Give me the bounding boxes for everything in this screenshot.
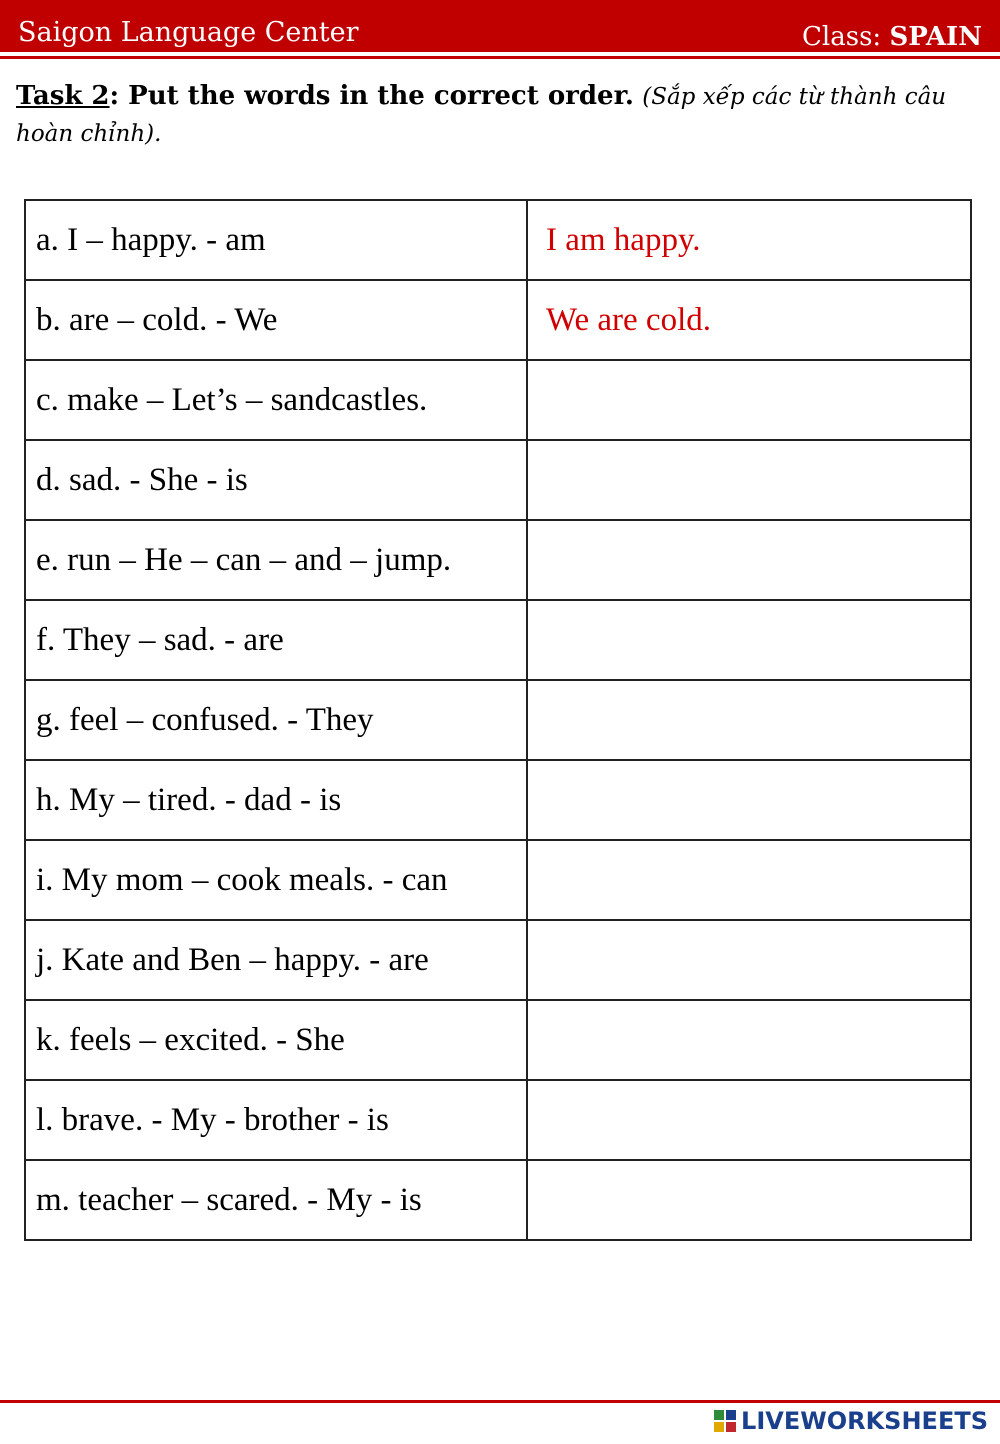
- prompt-cell: l. brave. - My - brother - is: [25, 1080, 527, 1160]
- table-row: [25, 1160, 971, 1240]
- center-name: Saigon Language Center: [18, 17, 359, 48]
- table-row: [25, 440, 971, 520]
- answer-cell[interactable]: [527, 680, 971, 760]
- liveworksheets-logo-icon: [714, 1410, 736, 1432]
- answer-cell[interactable]: I am happy.: [527, 200, 971, 280]
- table-row: [25, 360, 971, 440]
- prompt-cell: i. My mom – cook meals. - can: [25, 840, 527, 920]
- answer-cell[interactable]: [527, 760, 971, 840]
- table-row: [25, 1000, 971, 1080]
- exercise-table: [24, 199, 972, 1241]
- table-row: [25, 840, 971, 920]
- prompt-cell: d. sad. - She - is: [25, 440, 527, 520]
- header-divider: [0, 56, 1000, 59]
- answer-cell[interactable]: [527, 1000, 971, 1080]
- answer-cell[interactable]: [527, 920, 971, 1000]
- answer-cell[interactable]: [527, 520, 971, 600]
- table-row: [25, 280, 971, 360]
- footer-divider: [0, 1400, 1000, 1403]
- class-info: [802, 20, 982, 54]
- table-row: [25, 600, 971, 680]
- answer-cell[interactable]: [527, 840, 971, 920]
- class-value: SPAIN: [889, 22, 982, 52]
- task-instructions: [16, 78, 984, 152]
- answer-cell[interactable]: [527, 360, 971, 440]
- task-text: : Put the words in the correct order.: [109, 81, 634, 111]
- task-label: Task 2: [16, 81, 110, 111]
- answer-cell[interactable]: [527, 600, 971, 680]
- prompt-cell: c. make – Let’s – sandcastles.: [25, 360, 527, 440]
- prompt-cell: m. teacher – scared. - My - is: [25, 1160, 527, 1240]
- table-row: [25, 520, 971, 600]
- prompt-cell: a. I – happy. - am: [25, 200, 527, 280]
- table-row: [25, 920, 971, 1000]
- prompt-cell: h. My – tired. - dad - is: [25, 760, 527, 840]
- prompt-cell: e. run – He – can – and – jump.: [25, 520, 527, 600]
- prompt-cell: g. feel – confused. - They: [25, 680, 527, 760]
- table-row: [25, 1080, 971, 1160]
- answer-cell[interactable]: [527, 1080, 971, 1160]
- prompt-cell: j. Kate and Ben – happy. - are: [25, 920, 527, 1000]
- answer-cell[interactable]: [527, 1160, 971, 1240]
- exercise-rows: [25, 200, 971, 1240]
- table-row: [25, 200, 971, 280]
- prompt-cell: k. feels – excited. - She: [25, 1000, 527, 1080]
- class-label: Class:: [802, 22, 890, 52]
- logo-text: LIVEWORKSHEETS: [741, 1407, 988, 1435]
- prompt-cell: f. They – sad. - are: [25, 600, 527, 680]
- task-hint: (Sắp xếp các từ thành câu hoàn chỉnh).: [16, 84, 947, 147]
- footer-logo: [714, 1404, 988, 1438]
- table-row: [25, 760, 971, 840]
- table-row: [25, 680, 971, 760]
- answer-cell[interactable]: We are cold.: [527, 280, 971, 360]
- prompt-cell: b. are – cold. - We: [25, 280, 527, 360]
- answer-cell[interactable]: [527, 440, 971, 520]
